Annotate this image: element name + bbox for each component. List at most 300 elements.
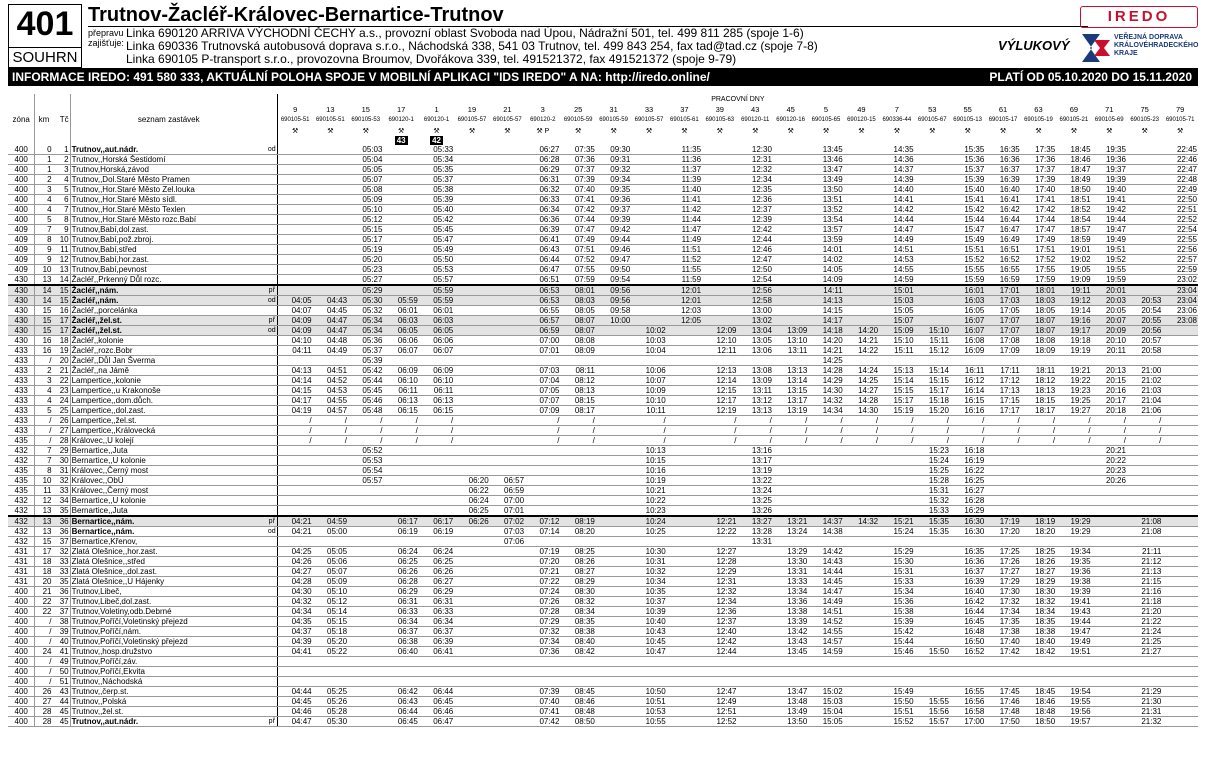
time-cell [702, 506, 737, 517]
time-cell: 04:47 [313, 326, 348, 336]
time-cell: 19:29 [1056, 516, 1091, 527]
table-row [8, 215, 1198, 225]
time-cell: 06:17 [419, 516, 454, 527]
time-cell: 19:42 [1092, 205, 1127, 215]
time-cell: 19:27 [1056, 406, 1091, 416]
time-cell: 21:12 [1127, 557, 1162, 567]
time-cell [490, 255, 525, 265]
time-cell [844, 557, 879, 567]
time-cell [454, 687, 489, 697]
time-cell: 06:41 [419, 647, 454, 657]
time-cell [1021, 657, 1056, 667]
time-cell: 17:46 [985, 697, 1020, 707]
arr-dep-mark [267, 205, 277, 215]
time-cell: 06:42 [383, 687, 418, 697]
time-cell: 06:34 [419, 617, 454, 627]
km-cell: 22 [35, 607, 53, 617]
time-cell: 05:27 [348, 275, 383, 286]
time-cell: 05:06 [313, 557, 348, 567]
stop-name: Lampertice,,kolonie [70, 376, 267, 386]
time-cell: 11:59 [667, 275, 702, 286]
time-cell: 16:35 [985, 145, 1020, 155]
time-cell [313, 175, 348, 185]
time-cell: 15:03 [879, 296, 914, 306]
time-cell: 17:05 [985, 306, 1020, 316]
time-cell: 04:43 [313, 296, 348, 306]
km-cell: 2 [35, 366, 53, 376]
time-cell: 15:38 [879, 607, 914, 617]
time-cell: 13:54 [808, 215, 843, 225]
time-cell [773, 275, 808, 286]
time-cell [915, 316, 950, 326]
zone-cell: 409 [8, 225, 35, 235]
time-cell: 07:21 [525, 567, 560, 577]
trip-badge-label: 42 [432, 136, 441, 145]
time-cell [560, 537, 595, 547]
time-cell: 07:41 [525, 707, 560, 717]
time-cell: 17:25 [985, 547, 1020, 557]
time-cell [1127, 456, 1162, 466]
time-cell [738, 567, 773, 577]
time-cell [879, 667, 914, 677]
trip-code: 690105-57 [634, 117, 664, 123]
time-cell: 16:30 [950, 527, 985, 537]
time-cell: / [525, 436, 560, 446]
time-cell: 06:55 [525, 306, 560, 316]
time-cell [738, 717, 773, 727]
arr-dep-mark [267, 376, 277, 386]
arr-dep-mark [267, 557, 277, 567]
time-cell [985, 476, 1020, 486]
time-cell: 16:41 [985, 195, 1020, 205]
time-cell [313, 145, 348, 155]
zone-cell: 400 [8, 175, 35, 185]
time-cell: / [1056, 436, 1091, 446]
table-row [8, 697, 1198, 707]
stops-header: seznam zastávek [137, 115, 200, 124]
time-cell [383, 225, 418, 235]
time-cell: 18:01 [1021, 285, 1056, 296]
route-title: Trutnov-Žacléř-Královec-Bernartice-Trutnov [88, 4, 504, 26]
time-cell: 14:22 [844, 346, 879, 356]
time-cell [490, 165, 525, 175]
time-cell: 18:46 [1056, 155, 1091, 165]
time-cell [667, 677, 702, 687]
time-cell [490, 316, 525, 326]
time-cell: 08:26 [560, 557, 595, 567]
table-row [8, 406, 1198, 416]
time-cell: 17:09 [985, 346, 1020, 356]
zone-cell: 433 [8, 396, 35, 406]
time-cell: 20:01 [1092, 285, 1127, 296]
trip-badge [419, 136, 454, 145]
time-cell: 13:46 [808, 155, 843, 165]
time-cell: 20:22 [1092, 456, 1127, 466]
stop-name: Trutnov,,Hor.Staré Město Zel.louka [70, 185, 267, 195]
time-cell [490, 607, 525, 617]
time-cell: 16:14 [950, 386, 985, 396]
time-cell: 17:13 [985, 386, 1020, 396]
trip-number: 43 [751, 105, 760, 114]
time-cell [702, 175, 737, 185]
time-cell [490, 386, 525, 396]
table-row [8, 165, 1198, 175]
time-cell [844, 316, 879, 326]
tc-cell: 5 [53, 185, 71, 195]
time-cell [844, 677, 879, 687]
time-cell: 10:19 [631, 476, 666, 486]
time-cell: 05:15 [313, 617, 348, 627]
time-cell [915, 255, 950, 265]
km-cell: 15 [35, 306, 53, 316]
time-cell [560, 496, 595, 506]
time-cell [1127, 476, 1162, 486]
time-cell [1162, 476, 1198, 486]
time-cell [383, 667, 418, 677]
time-cell: 15:29 [879, 547, 914, 557]
zone-cell: 430 [8, 336, 35, 346]
time-cell [667, 406, 702, 416]
time-cell: 21:16 [1127, 587, 1162, 597]
time-cell: 06:28 [383, 577, 418, 587]
time-cell: 14:42 [808, 547, 843, 557]
arr-dep-mark: od [267, 146, 276, 153]
time-cell [738, 617, 773, 627]
km-cell: 8 [35, 466, 53, 476]
time-cell [419, 677, 454, 687]
time-cell: 07:32 [525, 627, 560, 637]
table-row [8, 446, 1198, 456]
time-cell [631, 667, 666, 677]
time-cell: 15:50 [915, 647, 950, 657]
trip-number: 9 [293, 105, 298, 114]
time-cell [560, 356, 595, 366]
time-cell: 04:10 [277, 336, 312, 346]
time-cell: 08:42 [560, 647, 595, 657]
time-cell [313, 245, 348, 255]
time-cell: 10:11 [631, 406, 666, 416]
time-cell: 09:54 [596, 275, 631, 286]
time-cell [844, 687, 879, 697]
stop-name: Trutnov,Babí,hor.zast. [70, 255, 267, 265]
time-cell [277, 245, 312, 255]
time-cell: 13:25 [738, 496, 773, 506]
time-cell: 15:24 [879, 527, 914, 537]
time-cell: 05:12 [313, 597, 348, 607]
time-cell [844, 185, 879, 195]
time-cell: 16:58 [950, 707, 985, 717]
km-cell: 10 [35, 265, 53, 275]
time-cell [277, 667, 312, 677]
stop-name: Trutnov,Poříčí,Voletinský přejezd [70, 637, 267, 647]
time-cell: 19:40 [1092, 185, 1127, 195]
time-cell: / [915, 416, 950, 426]
time-cell: 09:50 [596, 265, 631, 275]
time-cell: 19:02 [1056, 255, 1091, 265]
time-cell: 15:10 [879, 336, 914, 346]
region-transport-text: VEŘEJNÁ DOPRAVA KRÁLOVÉHRADECKÉHO KRAJE [1114, 34, 1199, 57]
time-cell: 06:24 [419, 547, 454, 557]
time-cell [454, 215, 489, 225]
time-cell: 13:45 [773, 647, 808, 657]
km-cell: 3 [35, 376, 53, 386]
time-cell: 14:15 [808, 306, 843, 316]
time-cell: 13:29 [773, 547, 808, 557]
arr-dep-mark [267, 647, 277, 657]
time-cell: 15:36 [950, 155, 985, 165]
time-cell [985, 667, 1020, 677]
arr-dep-mark [267, 195, 277, 205]
stop-name: Bernartice,,Juta [70, 446, 267, 456]
time-cell: / [631, 426, 666, 436]
trip-symbol: ⚒ [292, 127, 299, 135]
time-cell: 16:48 [950, 627, 985, 637]
time-cell [915, 245, 950, 255]
time-cell [596, 436, 631, 446]
time-cell: 07:09 [525, 406, 560, 416]
time-cell: 16:56 [950, 697, 985, 707]
time-cell [1056, 486, 1091, 496]
time-cell: 14:32 [808, 396, 843, 406]
time-cell: 06:25 [454, 506, 489, 517]
time-cell [454, 346, 489, 356]
time-cell: / [773, 426, 808, 436]
time-cell [702, 306, 737, 316]
time-cell [313, 155, 348, 165]
time-cell [490, 285, 525, 296]
trip-badge [631, 136, 666, 145]
time-cell [454, 306, 489, 316]
table-row [8, 647, 1198, 657]
time-cell [1021, 466, 1056, 476]
time-cell [844, 637, 879, 647]
table-row [8, 637, 1198, 647]
arr-dep-mark [267, 265, 277, 275]
time-cell [454, 527, 489, 537]
time-cell: 07:51 [560, 245, 595, 255]
time-cell: 20:17 [1092, 396, 1127, 406]
trip-badge [702, 136, 737, 145]
tc-cell: 8 [53, 215, 71, 225]
time-cell: 09:39 [596, 215, 631, 225]
time-cell: 05:57 [348, 476, 383, 486]
time-cell: 08:08 [560, 336, 595, 346]
time-cell: 08:50 [560, 717, 595, 727]
time-cell: 10:03 [631, 336, 666, 346]
table-row [8, 346, 1198, 356]
trip-symbol: ⚒ [787, 127, 794, 135]
time-cell: 08:38 [560, 627, 595, 637]
time-cell [596, 567, 631, 577]
time-cell [383, 285, 418, 296]
stop-name: Žacléř,,porcelánka [70, 306, 267, 316]
time-cell: 15:13 [879, 366, 914, 376]
time-cell [773, 506, 808, 517]
time-cell [383, 476, 418, 486]
time-cell [348, 687, 383, 697]
time-cell: 18:47 [1056, 165, 1091, 175]
time-cell [773, 476, 808, 486]
stop-name: Trutnov,Poříčí,záv. [70, 657, 267, 667]
time-cell: 05:04 [348, 155, 383, 165]
time-cell [1092, 486, 1127, 496]
time-cell: 06:37 [419, 627, 454, 637]
time-cell: 07:37 [560, 165, 595, 175]
carrier-label: přepravu zajišťuje: [88, 28, 124, 48]
time-cell: 07:44 [560, 215, 595, 225]
arr-dep-mark [267, 687, 277, 697]
time-cell [596, 366, 631, 376]
stop-name: Žacléř,,žel.st. [70, 316, 267, 326]
zone-cell: 432 [8, 496, 35, 506]
time-cell: 18:13 [1021, 386, 1056, 396]
time-cell: 08:34 [560, 607, 595, 617]
time-cell [313, 446, 348, 456]
arr-dep-mark [267, 496, 277, 506]
time-cell: 14:20 [808, 336, 843, 346]
stop-name: Zlatá Olešnice,,dol.zast. [70, 567, 267, 577]
time-cell: 09:44 [596, 235, 631, 245]
km-cell: 16 [35, 336, 53, 346]
time-cell: 18:45 [1021, 687, 1056, 697]
time-cell: 17:44 [1021, 215, 1056, 225]
time-cell [454, 456, 489, 466]
time-cell: / [560, 416, 595, 426]
time-cell [454, 255, 489, 265]
stop-name: Trutnov,Poříčí,Voletinský přejezd [70, 617, 267, 627]
time-cell [277, 657, 312, 667]
time-cell: 15:17 [879, 396, 914, 406]
time-cell: / [950, 436, 985, 446]
time-cell: 18:09 [1021, 346, 1056, 356]
time-cell: 16:36 [985, 155, 1020, 165]
tc-cell: 18 [53, 336, 71, 346]
stop-name: Bernartice,Křenov, [70, 537, 267, 547]
stop-name: Bernartice,,U kolonie [70, 496, 267, 506]
time-cell [596, 687, 631, 697]
trip-code: 690105-57 [493, 117, 522, 123]
time-cell [1056, 677, 1091, 687]
time-cell: 19:29 [1056, 527, 1091, 537]
time-cell: 10:24 [631, 516, 666, 527]
time-cell [1162, 506, 1198, 517]
time-cell: 06:09 [383, 366, 418, 376]
time-cell: 05:09 [348, 195, 383, 205]
time-cell: 19:12 [1056, 296, 1091, 306]
time-cell [844, 145, 879, 155]
time-cell: 09:30 [596, 145, 631, 155]
time-cell: 16:42 [985, 205, 1020, 215]
time-cell [1092, 707, 1127, 717]
time-cell: 05:20 [313, 637, 348, 647]
arr-dep-mark [267, 476, 277, 486]
km-cell: / [35, 426, 53, 436]
arr-dep-mark [267, 617, 277, 627]
time-cell [454, 426, 489, 436]
time-cell: 12:19 [702, 406, 737, 416]
time-cell [525, 356, 560, 366]
time-cell [738, 707, 773, 717]
time-cell [277, 537, 312, 547]
time-cell [738, 627, 773, 637]
time-cell: 12:05 [667, 316, 702, 326]
time-cell: 21:13 [1127, 567, 1162, 577]
time-cell [667, 426, 702, 436]
time-cell [879, 356, 914, 366]
time-cell: 19:09 [1056, 275, 1091, 286]
time-cell [454, 406, 489, 416]
time-cell [490, 667, 525, 677]
time-cell: 16:39 [985, 175, 1020, 185]
time-cell: 12:14 [702, 376, 737, 386]
time-cell: 05:50 [419, 255, 454, 265]
time-cell: 12:35 [738, 185, 773, 195]
time-cell: 12:11 [702, 346, 737, 356]
trip-number: 45 [786, 105, 795, 114]
time-cell [738, 687, 773, 697]
table-row [8, 426, 1198, 436]
km-cell: 9 [35, 245, 53, 255]
time-cell: / [313, 426, 348, 436]
time-cell: 07:59 [560, 275, 595, 286]
time-cell: 06:53 [525, 285, 560, 296]
time-cell [490, 466, 525, 476]
time-cell: 14:21 [808, 346, 843, 356]
tc-cell: 11 [53, 245, 71, 255]
time-cell: / [985, 436, 1020, 446]
time-cell [773, 285, 808, 296]
time-cell [277, 446, 312, 456]
time-cell: 07:12 [525, 516, 560, 527]
time-cell: 17:40 [985, 637, 1020, 647]
time-cell [348, 506, 383, 517]
time-cell [879, 456, 914, 466]
zone-cell: 400 [8, 165, 35, 175]
time-cell: 07:55 [560, 265, 595, 275]
time-cell [560, 466, 595, 476]
time-cell [844, 506, 879, 517]
time-cell: / [631, 436, 666, 446]
time-cell: 11:35 [667, 145, 702, 155]
time-cell: 06:33 [419, 607, 454, 617]
time-cell [1127, 275, 1162, 286]
time-cell [454, 296, 489, 306]
time-cell [596, 707, 631, 717]
time-cell [1127, 356, 1162, 366]
time-cell: 19:44 [1056, 617, 1091, 627]
trip-number: 79 [1176, 105, 1185, 114]
table-row [8, 677, 1198, 687]
time-cell: / [277, 426, 312, 436]
zone-cell: 409 [8, 235, 35, 245]
trip-code: 690105-69 [1094, 117, 1124, 123]
arr-dep-mark [267, 175, 277, 185]
time-cell: 15:50 [879, 697, 914, 707]
time-cell: 18:11 [1021, 366, 1056, 376]
time-cell [596, 587, 631, 597]
zone-cell: 400 [8, 215, 35, 225]
time-cell: 19:49 [1092, 235, 1127, 245]
time-cell [277, 185, 312, 195]
time-cell: 06:03 [419, 316, 454, 326]
time-cell [1021, 486, 1056, 496]
time-cell [596, 577, 631, 587]
time-cell [1162, 627, 1198, 637]
time-cell [277, 255, 312, 265]
time-cell [1092, 557, 1127, 567]
time-cell: 10:21 [631, 486, 666, 496]
time-cell: 13:24 [738, 486, 773, 496]
